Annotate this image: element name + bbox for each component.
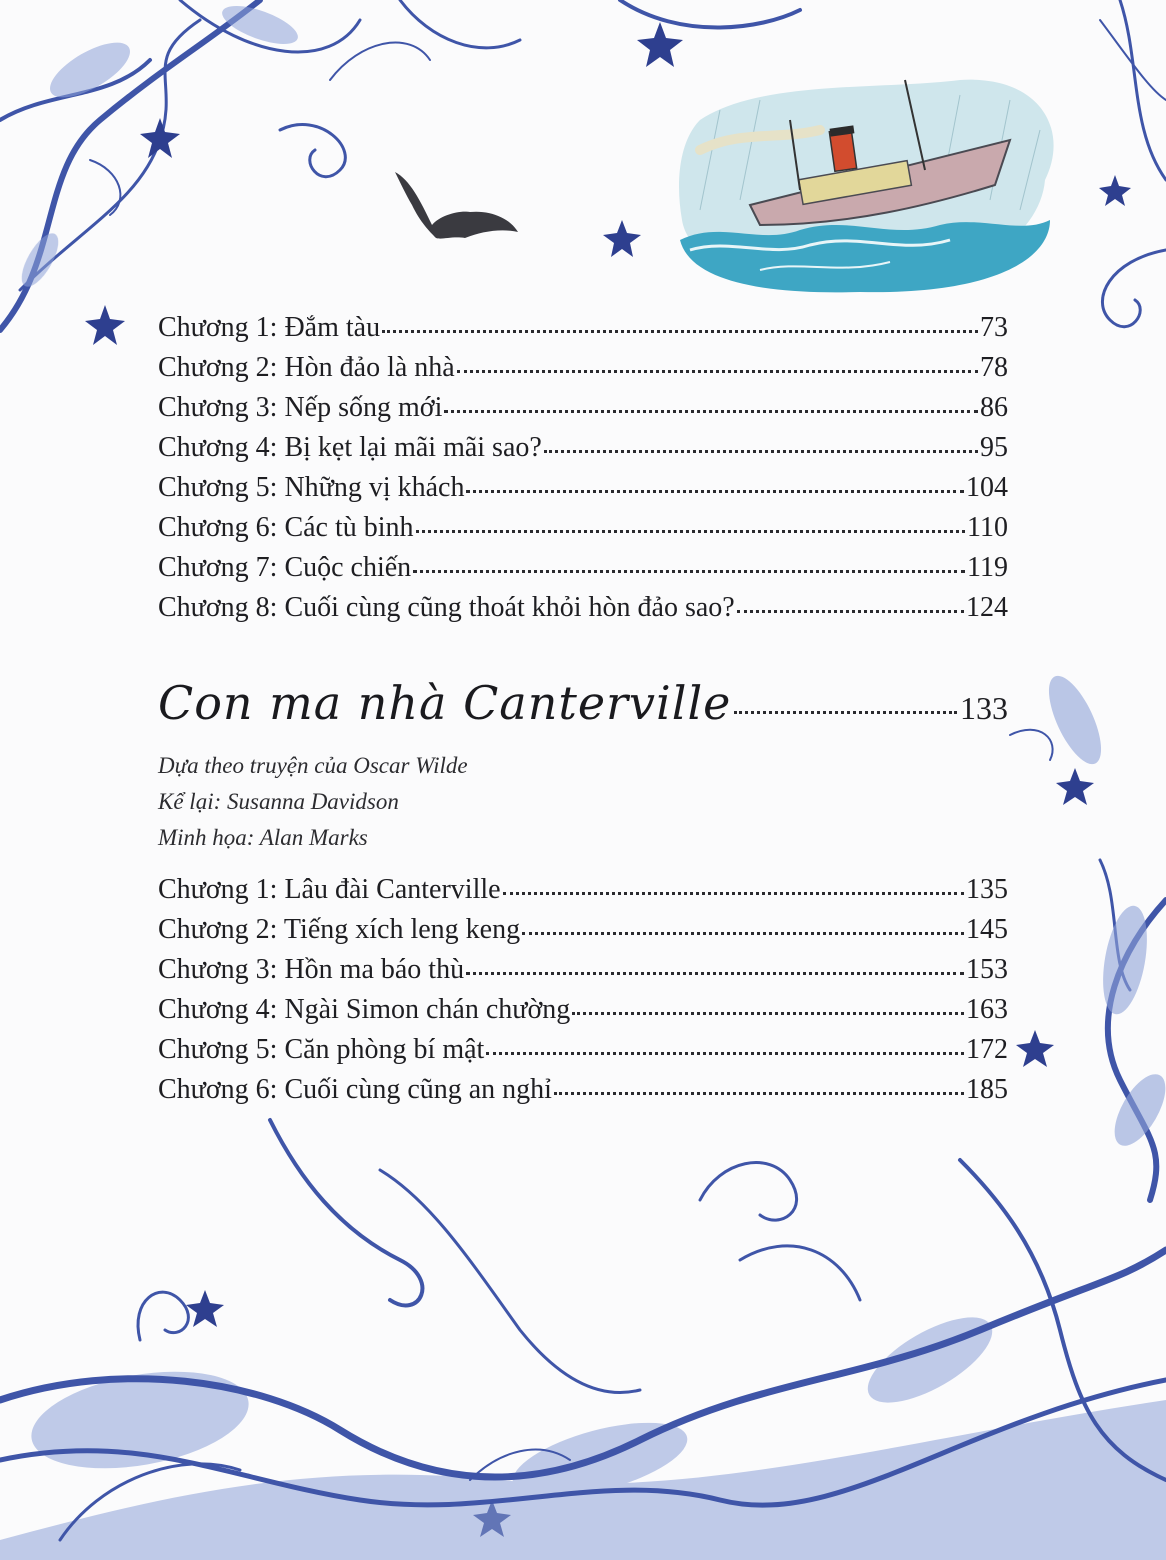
vine-decoration <box>0 0 520 330</box>
toc-part-2 <box>158 870 1008 1110</box>
toc-entry[interactable] <box>158 548 1008 588</box>
toc-entry[interactable] <box>158 508 1008 548</box>
page-number: 86 <box>980 392 1008 423</box>
story-credits <box>158 748 468 856</box>
page-number: 78 <box>980 352 1008 383</box>
page-number: 153 <box>966 954 1008 985</box>
dot-leader <box>466 490 964 493</box>
dot-leader <box>503 892 964 895</box>
page-number: 135 <box>966 874 1008 905</box>
ship-illustration <box>679 80 1054 293</box>
chapter-title: Chương 2: Hòn đảo là nhà <box>158 352 455 383</box>
story-title: Con ma nhà Canterville <box>158 676 732 730</box>
toc-entry[interactable] <box>158 308 1008 348</box>
dot-leader <box>544 450 978 453</box>
bat-illustration <box>395 172 518 239</box>
toc-entry[interactable] <box>158 588 1008 628</box>
dot-leader <box>734 711 957 714</box>
page-number: 163 <box>966 994 1008 1025</box>
dot-leader <box>554 1092 964 1095</box>
toc-entry[interactable] <box>158 348 1008 388</box>
dot-leader <box>413 570 965 573</box>
page-number: 119 <box>967 552 1008 583</box>
dot-leader <box>466 972 964 975</box>
toc-entry[interactable] <box>158 388 1008 428</box>
toc-entry[interactable] <box>158 1070 1008 1110</box>
chapter-title: Chương 4: Ngài Simon chán chường <box>158 994 571 1025</box>
page-number: 110 <box>967 512 1008 543</box>
toc-entry[interactable] <box>158 910 1008 950</box>
page-number: 145 <box>966 914 1008 945</box>
dot-leader <box>457 370 978 373</box>
story-page-number: 133 <box>960 690 1008 726</box>
toc-entry[interactable] <box>158 428 1008 468</box>
chapter-title: Chương 1: Lâu đài Canterville <box>158 874 501 905</box>
page-number: 73 <box>980 312 1008 343</box>
based-on-credit: Dựa theo truyện của Oscar Wilde <box>158 753 468 778</box>
dot-leader <box>382 330 978 333</box>
chapter-title: Chương 2: Tiếng xích leng keng <box>158 914 521 945</box>
toc-entry[interactable] <box>158 870 1008 910</box>
story-heading[interactable] <box>158 676 1008 746</box>
page-number: 95 <box>980 432 1008 463</box>
chapter-title: Chương 6: Cuối cùng cũng an nghỉ <box>158 1074 552 1105</box>
chapter-title: Chương 4: Bị kẹt lại mãi mãi sao? <box>158 432 542 463</box>
page-number: 172 <box>966 1034 1008 1065</box>
chapter-title: Chương 7: Cuộc chiến <box>158 552 412 583</box>
toc-entry[interactable] <box>158 990 1008 1030</box>
chapter-title: Chương 5: Những vị khách <box>158 472 465 503</box>
toc-entry[interactable] <box>158 1030 1008 1070</box>
chapter-title: Chương 5: Căn phòng bí mật <box>158 1034 485 1065</box>
chapter-title: Chương 1: Đắm tàu <box>158 312 381 343</box>
chapter-title: Chương 3: Hồn ma báo thù <box>158 954 465 985</box>
chapter-title: Chương 3: Nếp sống mới <box>158 392 443 423</box>
page-number: 185 <box>966 1074 1008 1105</box>
toc-entry[interactable] <box>158 950 1008 990</box>
page-number: 124 <box>966 592 1008 623</box>
toc-entry[interactable] <box>158 468 1008 508</box>
chapter-title: Chương 8: Cuối cùng cũng thoát khỏi hòn đảo sao? <box>158 592 735 623</box>
dot-leader <box>737 610 964 613</box>
dot-leader <box>572 1012 964 1015</box>
chapter-title: Chương 6: Các tù binh <box>158 512 414 543</box>
dot-leader <box>522 932 964 935</box>
dot-leader <box>416 530 966 533</box>
illustrator-credit: Minh họa: Alan Marks <box>158 825 368 850</box>
toc-part-1 <box>158 308 1008 628</box>
retold-by-credit: Kể lại: Susanna Davidson <box>158 789 399 814</box>
page-number: 104 <box>966 472 1008 503</box>
dot-leader <box>444 410 978 413</box>
dot-leader <box>486 1052 964 1055</box>
